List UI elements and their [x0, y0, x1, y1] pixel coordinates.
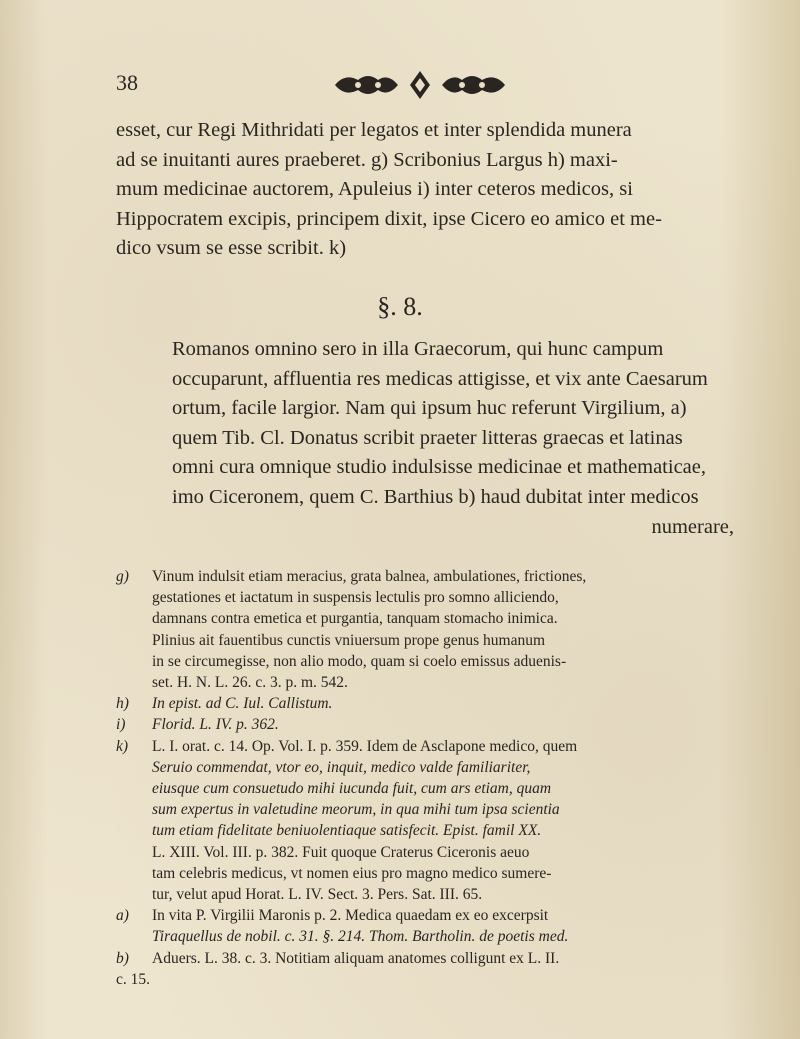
footnote-line: In vita P. Virgilii Maronis p. 2. Medica quaedam ex eo excerpsit	[152, 907, 549, 925]
footnote-line: tur, velut apud Horat. L. IV. Sect. 3. Pers. Sat. III. 65.	[152, 886, 483, 904]
footnotes	[116, 566, 716, 990]
footnote	[116, 693, 716, 714]
footnote	[116, 566, 716, 693]
footnote-line: Tiraquellus de nobil. c. 31. §. 214. Thom. Bartholin. de poetis med.	[152, 928, 569, 946]
footnote-catchword: c. 15.	[116, 970, 151, 988]
footnote-line: eiusque cum consuetudo mihi iucunda fuit, cum ars etiam, quam	[152, 780, 552, 798]
footnote	[116, 905, 716, 947]
text-line: occuparunt, affluentia res medicas attigisse, et vix ante Caesarum	[172, 367, 708, 390]
footnote-line: In epist. ad C. Iul. Callistum.	[152, 695, 333, 713]
text-line: mum medicinae auctorem, Apuleius i) inter ceteros medicos, si	[116, 178, 633, 200]
footnote-mark: g)	[116, 568, 129, 585]
footnote-mark: a)	[116, 907, 129, 925]
catchword: numerare,	[651, 516, 734, 538]
footnote-line: Aduers. L. 38. c. 3. Notitiam aliquam anatomes colligunt ex L. II.	[152, 949, 560, 967]
text-line: quem Tib. Cl. Donatus scribit praeter litteras graecas et latinas	[172, 426, 683, 449]
printers-ornament	[330, 68, 510, 102]
footnote-line: damnans contra emetica et purgantia, tanquam stomacho inimica.	[152, 610, 558, 628]
footnote-line: Florid. L. IV. p. 362.	[152, 716, 279, 734]
text-line: imo Ciceronem, quem C. Barthius b) haud dubitat inter medicos	[172, 485, 699, 508]
footnote-mark: i)	[116, 716, 126, 734]
footnote	[116, 948, 716, 969]
footnote-mark: b)	[116, 949, 129, 967]
footnote-line: tam celebris medicus, vt nomen eius pro magno medico sumere-	[152, 864, 552, 882]
footnote-line: L. XIII. Vol. III. p. 382. Fuit quoque Craterus Ciceronis aeuo	[152, 843, 530, 861]
page-number: 38	[116, 70, 138, 95]
footnote-line: sum expertus in valetudine meorum, in qua mihi tum ipsa scientia	[152, 801, 560, 819]
paragraph-section-8	[116, 335, 736, 512]
footnote-line: Vinum indulsit etiam meracius, grata balnea, ambulationes, frictiones,	[152, 568, 587, 585]
footnote-line: Seruio commendat, vtor eo, inquit, medico valde familiariter,	[152, 758, 531, 776]
footnote	[116, 714, 716, 735]
text-line: ortum, facile largior. Nam qui ipsum huc referunt Virgilium, a)	[172, 397, 687, 419]
footnote-line: L. I. orat. c. 14. Op. Vol. I. p. 359. Idem de Asclapone medico, quem	[152, 737, 578, 755]
text-line: ad se inuitanti aures praeberet. g) Scribonius Largus h) maxi-	[116, 148, 618, 171]
text-line: dico vsum se esse scribit. k)	[116, 237, 347, 259]
footnote-mark: k)	[116, 737, 129, 755]
text-line: omni cura omnique studio indulsisse medicinae et mathematicae,	[172, 456, 706, 478]
footnote-line: tum etiam fidelitate beniuolentiaque satisfecit. Epist. famil XX.	[152, 822, 542, 840]
paragraph-continued	[116, 116, 736, 264]
section-heading: §. 8.	[377, 292, 423, 321]
footnote-line: in se circumegisse, non alio modo, quam si coelo emissus aduenis-	[152, 652, 567, 670]
footnote	[116, 736, 716, 906]
footnote-mark: h)	[116, 695, 129, 713]
text-line: esset, cur Regi Mithridati per legatos et inter splendida munera	[116, 119, 632, 141]
text-line: Romanos omnino sero in illa Graecorum, qui hunc campum	[172, 338, 664, 360]
footnote-line: Plinius ait fauentibus cunctis vniuersum prope genus humanum	[152, 631, 546, 649]
footnote-line: set. H. N. L. 26. c. 3. p. m. 542.	[152, 674, 348, 692]
footnote-line: gestationes et iactatum in suspensis lectulis pro somno alliciendo,	[152, 589, 559, 607]
text-line: Hippocratem excipis, principem dixit, ipse Cicero eo amico et me-	[116, 207, 662, 230]
